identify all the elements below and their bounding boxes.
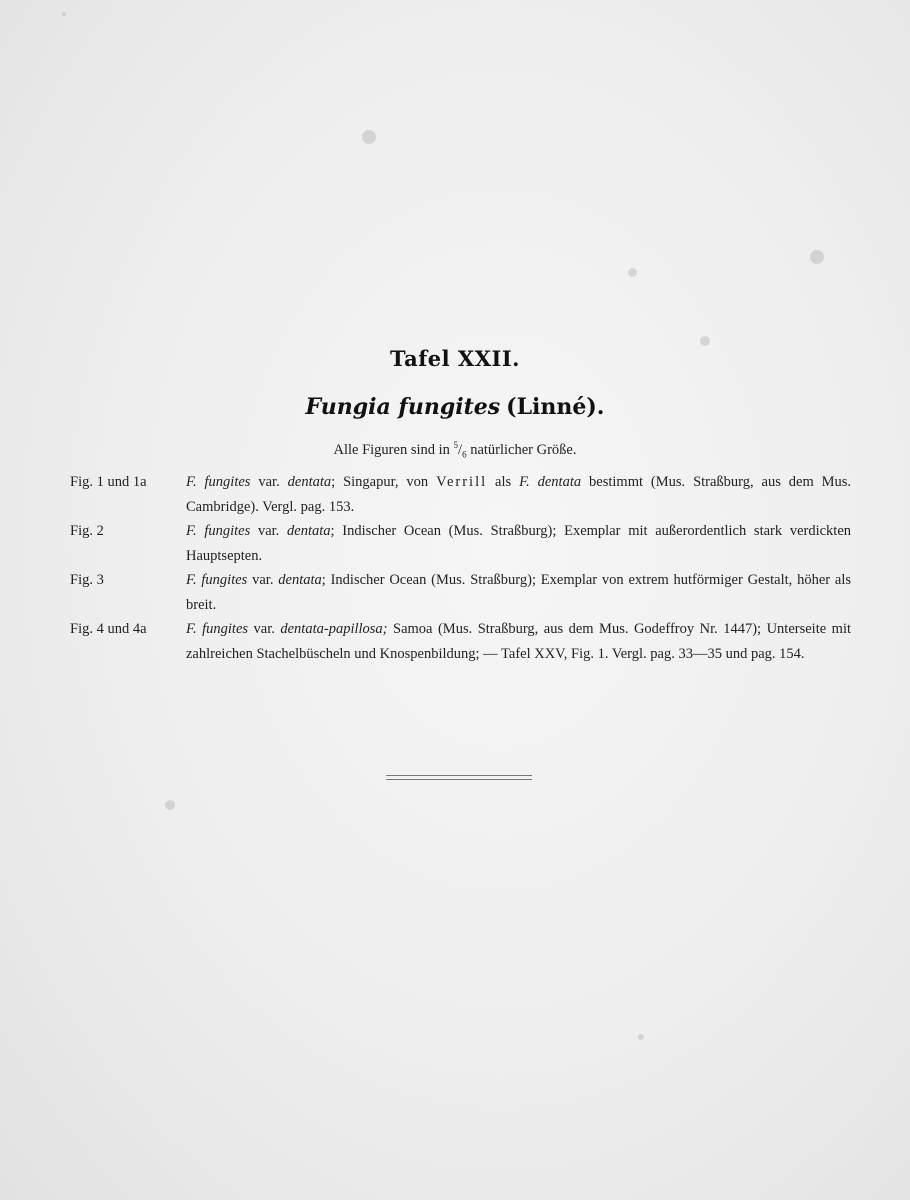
figure-description xyxy=(186,568,851,617)
var-word: var. xyxy=(252,572,274,588)
scan-blemish xyxy=(700,336,710,346)
species-name: Fungia fungites xyxy=(305,394,501,420)
figure-label: Fig. 3 xyxy=(70,572,104,588)
variety-name: dentata xyxy=(287,523,331,539)
variety-name: dentata xyxy=(278,572,322,588)
figure-description xyxy=(186,617,851,666)
scale-numerator: 5 xyxy=(453,440,459,450)
variety-name: dentata-papillosa; xyxy=(280,621,388,637)
var-word: var. xyxy=(257,523,280,539)
scan-blemish xyxy=(165,800,175,810)
scan-blemish xyxy=(628,268,637,277)
description-text: bestimmt (Mus. Straßburg, aus dem Mus. Cambridge). Vergl. pag. 153. xyxy=(186,474,852,515)
scan-blemish xyxy=(362,130,376,144)
scale-note-before: Alle Figuren sind in xyxy=(333,441,450,458)
closing-rule xyxy=(386,775,532,780)
figure-description xyxy=(186,470,851,519)
figure-label: Fig. 2 xyxy=(70,523,104,539)
genus-name: F. fungites xyxy=(186,572,248,588)
description-text: ; Singapur, von xyxy=(331,474,429,490)
scale-note: Alle Figuren sind in $^5/_6$ natürlicher Größe. xyxy=(333,440,577,460)
description-text: ; Indischer Ocean (Mus. Straßburg); Exemplar von extrem hutförmiger Gestalt, höher als breit. xyxy=(186,572,851,613)
genus-name: F. fungites xyxy=(186,621,249,637)
genus-name: F. fungites xyxy=(186,474,251,490)
var-word: var. xyxy=(258,474,280,490)
plate-title: Tafel XXII. xyxy=(390,346,520,371)
variety-name: dentata xyxy=(287,474,332,490)
description-text: ; Indischer Ocean (Mus. Straßburg); Exemplar mit außerordentlich stark verdickten Hauptsepten. xyxy=(186,523,852,564)
var-word: var. xyxy=(253,621,275,637)
scale-note-after: natürlicher Größe. xyxy=(470,441,577,458)
scan-blemish xyxy=(810,250,824,264)
genus-name: F. fungites xyxy=(186,523,251,539)
species-author: (Linné). xyxy=(506,394,605,420)
description-text: Samoa (Mus. Straßburg, aus dem Mus. Godeffroy Nr. 1447); Unterseite mit zahlreichen Stachelbüscheln und Knospenbildung; — Tafel XXV, Fig. 1. Vergl. pag. 33—35 und pag. 154. xyxy=(186,621,851,662)
figure-label: Fig. 1 und 1a xyxy=(70,474,147,490)
figure-label: Fig. 4 und 4a xyxy=(70,621,147,637)
figure-description xyxy=(186,519,851,568)
scale-denominator: 6 xyxy=(462,449,467,460)
alt-species-name: F. dentata xyxy=(519,474,582,490)
scan-blemish xyxy=(638,1034,644,1040)
description-text: als xyxy=(495,474,512,490)
collector-name: Verrill xyxy=(436,474,488,490)
scan-blemish xyxy=(62,12,66,16)
species-heading xyxy=(0,394,910,420)
